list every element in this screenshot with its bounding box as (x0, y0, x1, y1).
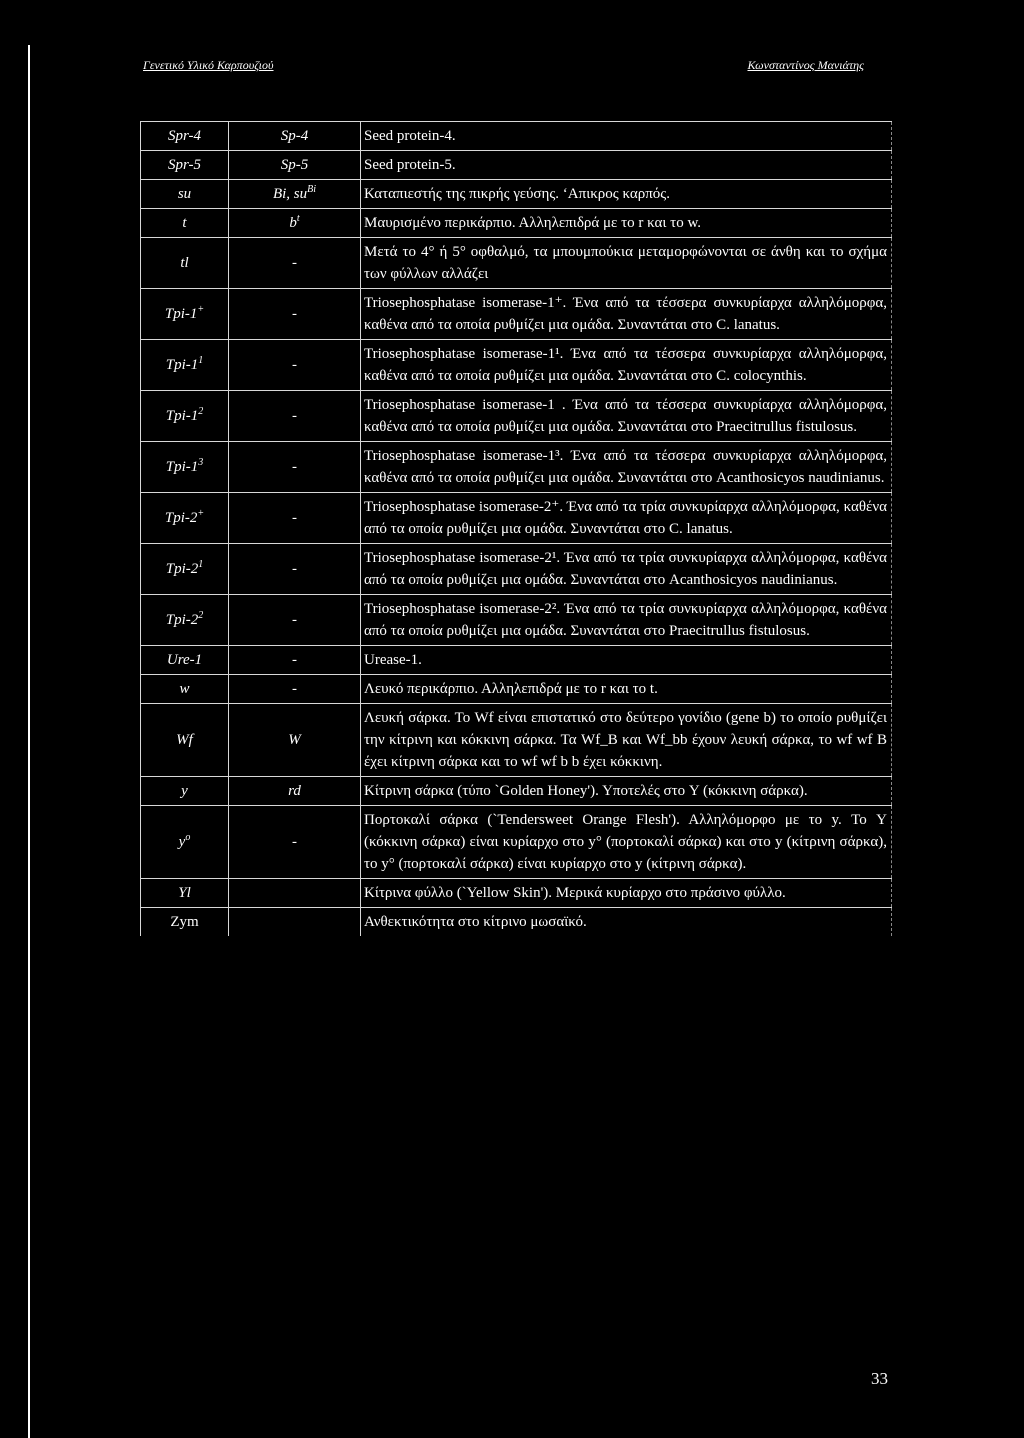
gene-synonym: - (292, 681, 297, 697)
table-row (141, 209, 892, 238)
table-row (141, 675, 892, 704)
description-cell: Καταπιεστής της πικρής γεύσης. ‘Απικρος καρπός. (361, 180, 892, 209)
gene-synonym: rd (288, 783, 301, 799)
gene-symbol: Tpi-1 (164, 306, 198, 322)
description-cell: Κίτρινη σάρκα (τύπο `Golden Honey'). Υποτελές στο Y (κόκκινη σάρκα). (361, 777, 892, 806)
table-row (141, 544, 892, 595)
table-row (141, 238, 892, 289)
gene-symbol-cell (141, 595, 229, 646)
table-row (141, 908, 892, 937)
gene-symbol-cell (141, 908, 229, 937)
gene-symbol: Spr-5 (167, 157, 202, 173)
table-row (141, 289, 892, 340)
description-cell: Triosephosphatase isomerase-1 . Ένα από τα τέσσερα συνκυρίαρχα αλληλόμορφα, καθένα από τα οποία ρυθμίζει μια ομάδα. Συναντάται στο Praecitrullus fistulosus. (361, 391, 892, 442)
description-cell: Λευκό περικάρπιο. Αλληλεπιδρά με το r και το t. (361, 675, 892, 704)
gene-symbol-superscript: + (197, 508, 205, 519)
description-cell: Urease-1. (361, 646, 892, 675)
gene-symbol-cell (141, 289, 229, 340)
gene-symbol-superscript: 3 (198, 457, 204, 468)
header-left: Γενετικό Υλικό Καρπουζιού (143, 58, 274, 72)
gene-synonym: Sp-5 (280, 157, 309, 173)
gene-symbol: Wf (176, 732, 193, 748)
gene-symbol-superscript: 1 (198, 559, 204, 570)
synonym-cell (229, 289, 361, 340)
gene-symbol: Tpi-2 (164, 510, 198, 526)
synonym-cell (229, 122, 361, 151)
gene-symbol: Yl (178, 885, 191, 901)
table-row (141, 151, 892, 180)
gene-symbol-cell (141, 340, 229, 391)
gene-symbol-cell (141, 675, 229, 704)
description-cell: Μαυρισμένο περικάρπιο. Αλληλεπιδρά με το r και το w. (361, 209, 892, 238)
synonym-cell (229, 806, 361, 879)
description-cell: Ανθεκτικότητα στο κίτρινο μωσαϊκό. (361, 908, 892, 937)
synonym-cell (229, 209, 361, 238)
gene-symbol: Tpi-1 (165, 459, 199, 475)
synonym-cell (229, 442, 361, 493)
table-row (141, 122, 892, 151)
synonym-cell (229, 595, 361, 646)
gene-symbol: Zym (170, 914, 199, 930)
gene-symbol-cell (141, 180, 229, 209)
description-cell: Triosephosphatase isomerase-1⁺. Ένα από τα τέσσερα συνκυρίαρχα αλληλόμορφα, καθένα από τα οποία ρυθμίζει μια ομάδα. Συναντάται στο C. lanatus. (361, 289, 892, 340)
gene-symbol-cell (141, 122, 229, 151)
gene-symbol-superscript: + (197, 304, 205, 315)
table-row (141, 391, 892, 442)
gene-synonym: W (288, 732, 301, 748)
table-row (141, 340, 892, 391)
gene-symbol: su (177, 186, 192, 202)
gene-symbol-cell (141, 646, 229, 675)
synonym-cell (229, 646, 361, 675)
gene-symbol-cell (141, 544, 229, 595)
gene-symbol-cell (141, 442, 229, 493)
gene-symbol-cell (141, 493, 229, 544)
gene-symbol-superscript: 2 (198, 610, 204, 621)
synonym-cell (229, 777, 361, 806)
gene-synonym: b (289, 215, 297, 231)
gene-symbol: y (181, 783, 188, 799)
gene-synonym-superscript: t (296, 213, 300, 224)
description-cell: Πορτοκαλί σάρκα (`Tendersweet Orange Flesh'). Αλληλόμορφο με το y. Το Y (κόκκινη σάρκα) είναι κυρίαρχο στο y° (πορτοκαλί σάρκα) και στο y (κίτρινη σάρκα), το y° (πορτοκαλί σάρκα) είναι κυρίαρχο στο y (κίτρινη σάρκα). (361, 806, 892, 879)
gene-symbol-cell (141, 777, 229, 806)
gene-synonym: - (292, 612, 297, 628)
gene-symbol-superscript: 2 (198, 406, 204, 417)
synonym-cell (229, 493, 361, 544)
table-row (141, 704, 892, 777)
gene-symbol: Spr-4 (167, 128, 202, 144)
gene-symbol-cell (141, 391, 229, 442)
gene-synonym: - (292, 357, 297, 373)
description-cell: Triosephosphatase isomerase-1¹. Ένα από τα τέσσερα συνκυρίαρχα αλληλόμορφα, καθένα από τα οποία ρυθμίζει μια ομάδα. Συναντάται στο C. colocynthis. (361, 340, 892, 391)
synonym-cell (229, 180, 361, 209)
gene-symbol-cell (141, 209, 229, 238)
gene-symbol-superscript: o (185, 832, 191, 843)
table-row (141, 180, 892, 209)
gene-synonym: - (292, 561, 297, 577)
gene-table (140, 121, 892, 936)
table-row (141, 879, 892, 908)
left-margin-rule (28, 45, 30, 1438)
gene-symbol: Ure-1 (166, 652, 203, 668)
synonym-cell (229, 908, 361, 937)
gene-symbol-cell (141, 879, 229, 908)
description-cell: Seed protein-4. (361, 122, 892, 151)
description-cell: Triosephosphatase isomerase-2². Ένα από τα τρία συνκυρίαρχα αλληλόμορφα, καθένα από τα οποία ρυθμίζει μια ομάδα. Συναντάται στο Praecitrullus fistulosus. (361, 595, 892, 646)
gene-symbol-superscript: 1 (198, 355, 204, 366)
table-row (141, 777, 892, 806)
table-row (141, 646, 892, 675)
gene-symbol-cell (141, 806, 229, 879)
description-cell: Triosephosphatase isomerase-1³. Ένα από τα τέσσερα συνκυρίαρχα αλληλόμορφα, καθένα από τα οποία ρυθμίζει μια ομάδα. Συναντάται στο Acanthosicyos naudinianus. (361, 442, 892, 493)
synonym-cell (229, 675, 361, 704)
gene-synonym: - (292, 652, 297, 668)
gene-synonym: - (292, 510, 297, 526)
gene-synonym: - (292, 459, 297, 475)
gene-symbol: Tpi-2 (165, 561, 199, 577)
gene-symbol-cell (141, 151, 229, 180)
synonym-cell (229, 879, 361, 908)
description-cell: Triosephosphatase isomerase-2⁺. Ένα από τα τρία συνκυρίαρχα αλληλόμορφα, καθένα από τα οποία ρυθμίζει μια ομάδα. Συναντάται στο C. lanatus. (361, 493, 892, 544)
description-cell: Μετά το 4° ή 5° οφθαλμό, τα μπουμπούκια μεταμορφώνονται σε άνθη και το σχήμα των φύλλων αλλάζει (361, 238, 892, 289)
synonym-cell (229, 151, 361, 180)
gene-synonym: - (292, 306, 297, 322)
gene-synonym: Bi, su (272, 186, 308, 202)
gene-synonym: - (292, 408, 297, 424)
gene-symbol: w (179, 681, 190, 697)
synonym-cell (229, 391, 361, 442)
gene-synonym: Sp-4 (280, 128, 309, 144)
gene-synonym: - (292, 834, 297, 850)
table-row (141, 806, 892, 879)
synonym-cell (229, 340, 361, 391)
description-cell: Λευκή σάρκα. Το Wf είναι επιστατικό στο δεύτερο γονίδιο (gene b) το οποίο ρυθμίζει την κίτρινη και κόκκινη σάρκα. Τα Wf_B και Wf_bb έχουν λευκή σάρκα, το wf wf B έχει κίτρινη σάρκα και το wf wf b b έχει κόκκινη. (361, 704, 892, 777)
synonym-cell (229, 704, 361, 777)
page-number: 33 (871, 1369, 888, 1388)
synonym-cell (229, 544, 361, 595)
table-row (141, 493, 892, 544)
header-right: Κωνσταντίνος Μανιάτης (747, 58, 864, 72)
gene-symbol: Tpi-2 (165, 612, 199, 628)
gene-symbol: tl (180, 255, 189, 271)
gene-symbol-cell (141, 238, 229, 289)
synonym-cell (229, 238, 361, 289)
gene-synonym-superscript: Bi (307, 184, 317, 195)
gene-symbol-cell (141, 704, 229, 777)
description-cell: Seed protein-5. (361, 151, 892, 180)
gene-synonym: - (292, 255, 297, 271)
table-row (141, 442, 892, 493)
description-cell: Triosephosphatase isomerase-2¹. Ένα από τα τρία συνκυρίαρχα αλληλόμορφα, καθένα από τα οποία ρυθμίζει μια ομάδα. Συναντάται στο Acanthosicyos naudinianus. (361, 544, 892, 595)
gene-symbol: Tpi-1 (165, 408, 199, 424)
gene-symbol: t (182, 215, 187, 231)
gene-symbol: y (178, 834, 186, 850)
gene-symbol: Tpi-1 (165, 357, 199, 373)
description-cell: Κίτρινα φύλλο (`Yellow Skin'). Μερικά κυρίαρχο στο πράσινο φύλλο. (361, 879, 892, 908)
table-row (141, 595, 892, 646)
